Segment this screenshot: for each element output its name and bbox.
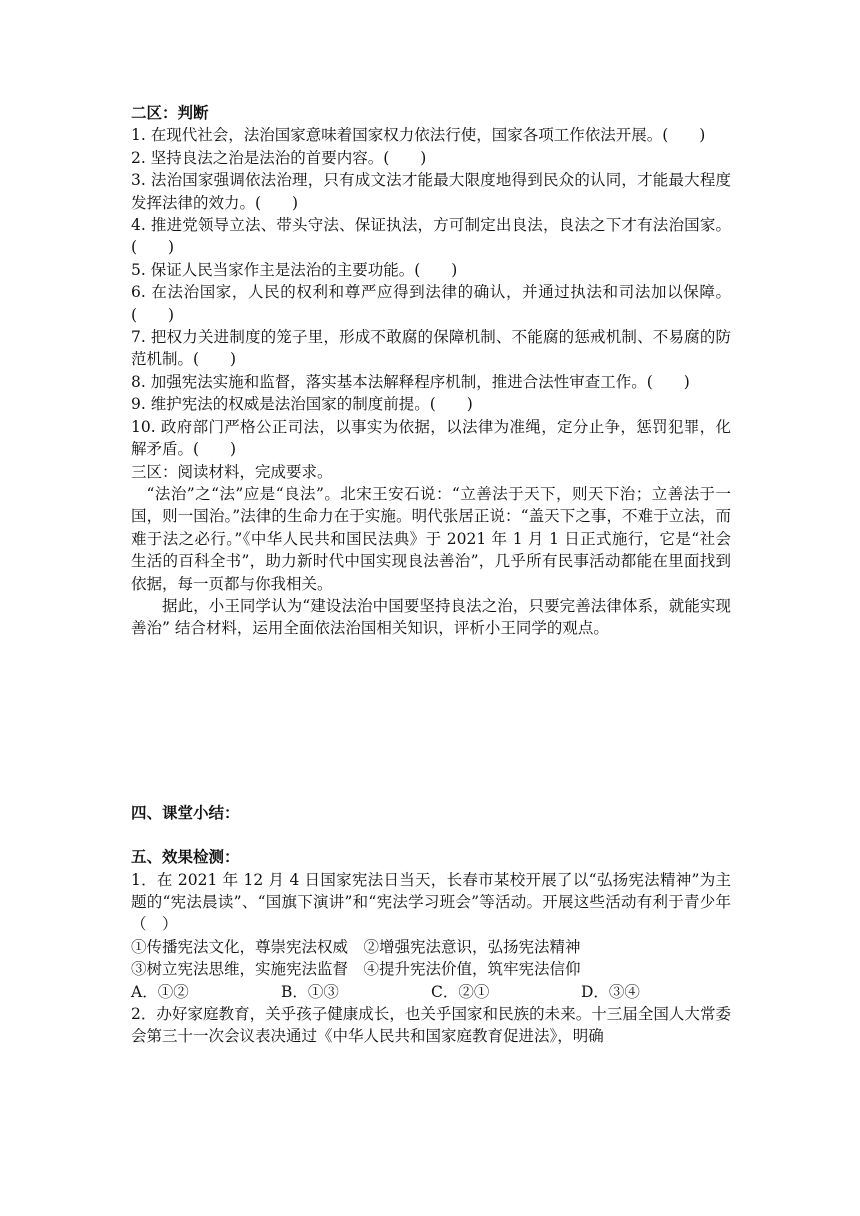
summary-space <box>131 824 731 846</box>
judgment-item-5: 5. 保证人民当家作主是法治的主要功能。( ) <box>131 260 458 279</box>
answer-space <box>131 640 731 802</box>
judgment-item-9: 9. 维护宪法的权威是法治国家的制度前提。( ) <box>131 395 473 414</box>
question-2-stem: 2．办好家庭教育，关乎孩子健康成长，也关乎国家和民族的未来。十三届全国人大常委会第三十一次会议表决通过《中华人民共和国家庭教育促进法》，明确 <box>131 1005 731 1046</box>
judgment-item-10: 10. 政府部门严格公正司法，以事实为依据，以法律为准绳，定分止争，惩罚犯罪，化解矛盾。( ) <box>131 417 731 459</box>
question-1-choices-line1: ①传播宪法文化，尊崇宪法权威 ②增强宪法意识，弘扬宪法精神 <box>131 937 581 956</box>
question-1-choices-line2: ③树立宪法思维，实施宪法监督 ④提升宪法价值，筑牢宪法信仰 <box>131 960 581 979</box>
document-page <box>131 102 731 1048</box>
reading-question: 据此，小王同学认为“建设法治中国要坚持良法之治，只要完善法律体系，就能实现善治” 结合材料，运用全面依法治国相关知识，评析小王同学的观点。 <box>131 596 731 638</box>
option-b: B．①③ <box>281 982 339 1001</box>
judgment-item-3: 3. 法治国家强调依法治理，只有成文法才能最大限度地得到民众的认同，才能最大程度发挥法律的效力。( ) <box>131 171 731 212</box>
reading-material: “法治”之“法”应是“良法”。北宋王安石说：“立善法于天下，则天下治；立善法于一国，则一国治。”法律的生命力在于实施。明代张居正说：“盖天下之事，不难于立法，而难于法之必行。”《中华人民共和国民法典》于 2021 年 1 月 1 日正式施行，它是“社会生活的百科全书”，助力新时代中国实现良法善治”，几乎所有民事活动都能在里面找到依据，每一页都与你我相关。 <box>131 484 731 593</box>
option-c: C．②① <box>431 982 490 1001</box>
option-d: D．③④ <box>581 982 640 1001</box>
judgment-item-8: 8. 加强宪法实施和监督，落实基本法解释程序机制，推进合法性审查工作。( ) <box>131 372 690 391</box>
judgment-item-1: 1. 在现代社会，法治国家意味着国家权力依法行使，国家各项工作依法开展。( ) <box>131 126 706 145</box>
section2-title: 二区：判断 <box>131 104 209 122</box>
judgment-item-7: 7. 把权力关进制度的笼子里，形成不敢腐的保障机制、不能腐的惩戒机制、不易腐的防范机制。( ) <box>131 328 731 369</box>
question-1-stem: 1．在 2021 年 12 月 4 日国家宪法日当天，长春市某校开展了以“弘扬宪法精神”为主题的“宪法晨读”、“国旗下演讲”和“宪法学习班会”等活动。开展这些活动有利于青少年（ ） <box>131 870 731 934</box>
option-a: A．①② <box>131 982 189 1001</box>
judgment-item-4: 4. 推进党领导立法、带头守法、保证执法，方可制定出良法，良法之下才有法治国家。( ) <box>131 216 731 257</box>
judgment-item-2: 2. 坚持良法之治是法治的首要内容。( ) <box>131 148 427 167</box>
section4-title: 四、课堂小结： <box>131 803 240 822</box>
section3-title: 三区：阅读材料，完成要求。 <box>131 462 333 481</box>
question-1-options <box>131 981 731 1003</box>
judgment-item-6: 6. 在法治国家，人民的权利和尊严应得到法律的确认，并通过执法和司法加以保障。( ) <box>131 283 731 324</box>
section5-title: 五、效果检测： <box>131 848 240 867</box>
